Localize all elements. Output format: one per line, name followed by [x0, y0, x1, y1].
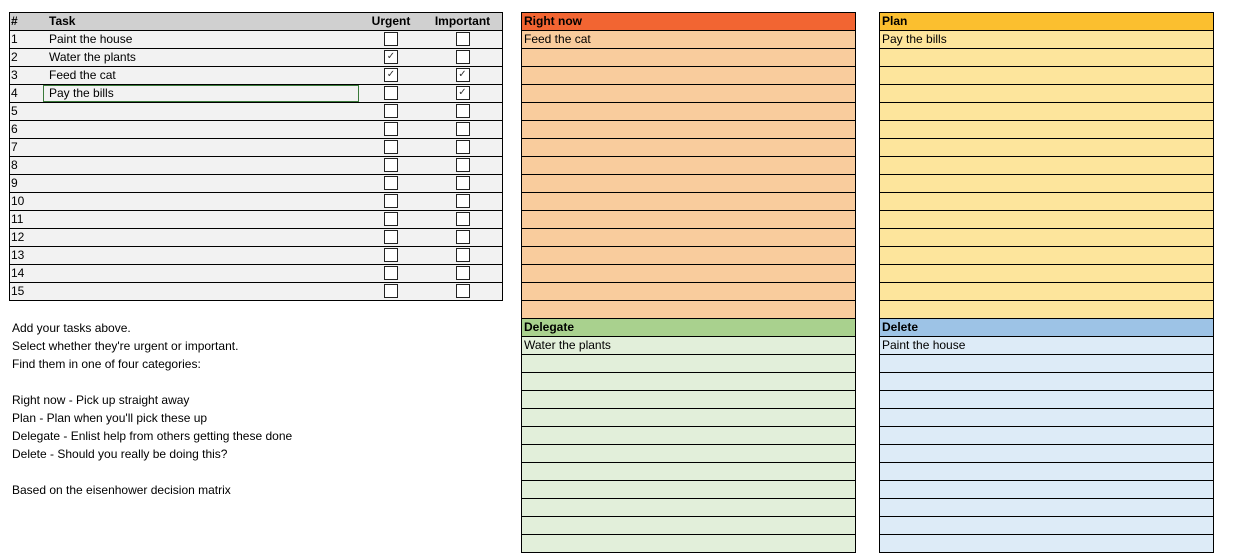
- task-number: 15: [10, 283, 44, 301]
- urgent-checkbox[interactable]: [384, 104, 398, 118]
- urgent-cell: [359, 121, 423, 139]
- important-checkbox[interactable]: [456, 284, 470, 298]
- urgent-checkbox[interactable]: [384, 284, 398, 298]
- quadrant-cell[interactable]: [522, 373, 856, 391]
- quadrant-cell[interactable]: [522, 139, 856, 157]
- important-cell: [423, 265, 503, 283]
- task-name-cell[interactable]: [43, 121, 359, 139]
- quadrant-row: [522, 265, 856, 283]
- urgent-cell: [359, 139, 423, 157]
- important-checkbox[interactable]: [456, 158, 470, 172]
- urgent-checkbox[interactable]: [384, 158, 398, 172]
- task-number: 3: [10, 67, 44, 85]
- task-row: [10, 265, 503, 283]
- quadrant-row: [880, 229, 1214, 247]
- task-number: 5: [10, 103, 44, 121]
- quadrant-cell[interactable]: [880, 355, 1214, 373]
- quadrant-row: [522, 337, 856, 355]
- task-row: [10, 31, 503, 49]
- important-cell: [423, 229, 503, 247]
- important-checkbox[interactable]: [456, 32, 470, 46]
- quadrant-row: [522, 499, 856, 517]
- urgent-checkbox[interactable]: ✓: [384, 68, 398, 82]
- urgent-checkbox[interactable]: [384, 230, 398, 244]
- urgent-checkbox[interactable]: [384, 266, 398, 280]
- important-cell: [423, 49, 503, 67]
- quadrant-row: [522, 31, 856, 49]
- urgent-cell: [359, 175, 423, 193]
- quadrant-cell[interactable]: [522, 499, 856, 517]
- task-name-cell[interactable]: [43, 283, 359, 301]
- instruction-line: Select whether they're urgent or important.: [12, 339, 239, 353]
- quadrant-row: [880, 463, 1214, 481]
- important-checkbox[interactable]: [456, 104, 470, 118]
- task-name-cell[interactable]: Pay the bills: [43, 85, 359, 103]
- urgent-cell: [359, 31, 423, 49]
- quadrant-cell[interactable]: [522, 157, 856, 175]
- quadrant-row: [880, 445, 1214, 463]
- task-row: [10, 211, 503, 229]
- instructions: [12, 319, 412, 499]
- task-number: 1: [10, 31, 44, 49]
- quadrant-cell[interactable]: [880, 301, 1214, 319]
- quadrant-row: [522, 391, 856, 409]
- task-row: [10, 175, 503, 193]
- task-name-cell[interactable]: [43, 139, 359, 157]
- task-name-cell[interactable]: [43, 157, 359, 175]
- quadrant-row: [522, 193, 856, 211]
- quadrant-cell[interactable]: [522, 211, 856, 229]
- urgent-checkbox[interactable]: [384, 194, 398, 208]
- quadrant-cell[interactable]: [880, 481, 1214, 499]
- urgent-checkbox[interactable]: [384, 140, 398, 154]
- quadrant-cell[interactable]: [522, 391, 856, 409]
- task-number: 12: [10, 229, 44, 247]
- quadrant-row: [522, 481, 856, 499]
- quadrant-cell[interactable]: [880, 229, 1214, 247]
- quadrant-cell[interactable]: [880, 121, 1214, 139]
- quadrant-cell[interactable]: [880, 211, 1214, 229]
- important-cell: [423, 139, 503, 157]
- quadrant-row: [522, 409, 856, 427]
- quadrant-row: [522, 445, 856, 463]
- quadrant-cell[interactable]: Paint the house: [880, 337, 1214, 355]
- quadrant-cell[interactable]: [522, 103, 856, 121]
- quadrant-cell[interactable]: [880, 427, 1214, 445]
- quadrant-row: [880, 139, 1214, 157]
- task-number: 2: [10, 49, 44, 67]
- task-row: [10, 103, 503, 121]
- important-checkbox[interactable]: [456, 230, 470, 244]
- quadrant-title: Delegate: [522, 319, 856, 337]
- quadrant-cell[interactable]: [880, 409, 1214, 427]
- quadrant-delegate: [521, 318, 856, 553]
- quadrant-row: [522, 283, 856, 301]
- task-number: 10: [10, 193, 44, 211]
- quadrant-cell[interactable]: [880, 265, 1214, 283]
- quadrant-row: [522, 49, 856, 67]
- quadrant-row: [880, 337, 1214, 355]
- important-cell: [423, 85, 503, 103]
- urgent-cell: [359, 85, 423, 103]
- task-row: [10, 229, 503, 247]
- header-number: #: [10, 13, 44, 31]
- quadrant-row: [880, 409, 1214, 427]
- quadrant-row: [522, 121, 856, 139]
- task-name-cell[interactable]: [43, 265, 359, 283]
- quadrant-cell[interactable]: [880, 85, 1214, 103]
- quadrant-row: [522, 67, 856, 85]
- quadrant-row: [522, 355, 856, 373]
- urgent-cell: [359, 157, 423, 175]
- urgent-cell: [359, 265, 423, 283]
- important-cell: [423, 67, 503, 85]
- quadrant-row: [880, 103, 1214, 121]
- task-name-cell[interactable]: [43, 229, 359, 247]
- quadrant-cell[interactable]: [522, 49, 856, 67]
- quadrant-cell[interactable]: [522, 355, 856, 373]
- quadrant-row: [522, 301, 856, 319]
- quadrant-row: [880, 391, 1214, 409]
- quadrant-row: [880, 121, 1214, 139]
- quadrant-row: [522, 103, 856, 121]
- quadrant-row: [880, 211, 1214, 229]
- quadrant-row: [880, 247, 1214, 265]
- quadrant-cell[interactable]: [522, 481, 856, 499]
- quadrant-cell[interactable]: [522, 265, 856, 283]
- quadrant-cell[interactable]: [880, 67, 1214, 85]
- urgent-checkbox[interactable]: [384, 32, 398, 46]
- quadrant-cell[interactable]: [522, 85, 856, 103]
- instruction-line: Delegate - Enlist help from others getting these done: [12, 429, 293, 443]
- quadrant-row: [880, 427, 1214, 445]
- quadrant-row: [522, 175, 856, 193]
- urgent-cell: [359, 211, 423, 229]
- important-cell: [423, 157, 503, 175]
- quadrant-cell[interactable]: [522, 301, 856, 319]
- quadrant-row: [522, 373, 856, 391]
- urgent-checkbox[interactable]: [384, 212, 398, 226]
- important-cell: [423, 121, 503, 139]
- quadrant-row: [880, 301, 1214, 319]
- header-urgent: Urgent: [359, 13, 423, 31]
- quadrant-cell[interactable]: [522, 283, 856, 301]
- task-name-cell[interactable]: [43, 103, 359, 121]
- quadrant-cell[interactable]: [522, 427, 856, 445]
- quadrant-row: [880, 355, 1214, 373]
- task-row: [10, 283, 503, 301]
- urgent-cell: [359, 67, 423, 85]
- quadrant-row: [522, 535, 856, 553]
- task-row: [10, 139, 503, 157]
- quadrant-title: Plan: [880, 13, 1214, 31]
- instruction-line: Right now - Pick up straight away: [12, 393, 190, 407]
- urgent-checkbox[interactable]: [384, 122, 398, 136]
- quadrant-cell[interactable]: [522, 409, 856, 427]
- task-row: [10, 193, 503, 211]
- important-cell: [423, 31, 503, 49]
- task-name-cell[interactable]: Paint the house: [43, 31, 359, 49]
- urgent-checkbox[interactable]: [384, 248, 398, 262]
- quadrant-cell[interactable]: [880, 517, 1214, 535]
- quadrant-cell[interactable]: [522, 535, 856, 553]
- task-number: 4: [10, 85, 44, 103]
- important-cell: [423, 193, 503, 211]
- quadrant-cell[interactable]: [880, 283, 1214, 301]
- quadrant-title: Delete: [880, 319, 1214, 337]
- task-number: 9: [10, 175, 44, 193]
- task-number: 8: [10, 157, 44, 175]
- important-cell: [423, 247, 503, 265]
- task-name-cell[interactable]: [43, 247, 359, 265]
- important-checkbox[interactable]: [456, 266, 470, 280]
- quadrant-cell[interactable]: [522, 445, 856, 463]
- task-number: 11: [10, 211, 44, 229]
- important-checkbox[interactable]: [456, 140, 470, 154]
- urgent-checkbox[interactable]: [384, 86, 398, 100]
- quadrant-cell[interactable]: [880, 373, 1214, 391]
- important-checkbox[interactable]: [456, 248, 470, 262]
- urgent-cell: [359, 103, 423, 121]
- urgent-cell: [359, 247, 423, 265]
- task-number: 13: [10, 247, 44, 265]
- task-name-cell[interactable]: Feed the cat: [43, 67, 359, 85]
- quadrant-cell[interactable]: [880, 193, 1214, 211]
- quadrant-row: [880, 481, 1214, 499]
- quadrant-cell[interactable]: [522, 193, 856, 211]
- task-name-cell[interactable]: Water the plants: [43, 49, 359, 67]
- quadrant-cell[interactable]: [880, 103, 1214, 121]
- quadrant-row: [880, 85, 1214, 103]
- quadrant-cell[interactable]: [522, 463, 856, 481]
- quadrant-cell[interactable]: [522, 121, 856, 139]
- quadrant-row: [522, 211, 856, 229]
- task-name-cell[interactable]: [43, 193, 359, 211]
- quadrant-row: [880, 157, 1214, 175]
- quadrant-row: [522, 229, 856, 247]
- important-checkbox[interactable]: ✓: [456, 86, 470, 100]
- quadrant-cell[interactable]: [880, 49, 1214, 67]
- urgent-cell: [359, 229, 423, 247]
- important-checkbox[interactable]: [456, 176, 470, 190]
- quadrant-row: [880, 373, 1214, 391]
- task-rows: [10, 31, 503, 301]
- important-checkbox[interactable]: ✓: [456, 68, 470, 82]
- quadrant-title: Right now: [522, 13, 856, 31]
- quadrant-cell[interactable]: [880, 391, 1214, 409]
- important-checkbox[interactable]: [456, 50, 470, 64]
- task-table-header: [10, 13, 503, 31]
- task-row: [10, 247, 503, 265]
- important-checkbox[interactable]: [456, 212, 470, 226]
- task-row: [10, 67, 503, 85]
- important-checkbox[interactable]: [456, 122, 470, 136]
- quadrant-cell[interactable]: [522, 67, 856, 85]
- quadrant-row: [522, 139, 856, 157]
- urgent-cell: [359, 283, 423, 301]
- quadrant-row: [522, 247, 856, 265]
- quadrant-cell[interactable]: [880, 247, 1214, 265]
- quadrant-right-now: [521, 12, 856, 319]
- instruction-line: Plan - Plan when you'll pick these up: [12, 411, 208, 425]
- quadrant-row: [880, 265, 1214, 283]
- important-checkbox[interactable]: [456, 194, 470, 208]
- task-row: [10, 157, 503, 175]
- important-cell: [423, 103, 503, 121]
- task-table: [9, 12, 503, 301]
- task-number: 14: [10, 265, 44, 283]
- quadrant-cell[interactable]: [880, 157, 1214, 175]
- task-number: 7: [10, 139, 44, 157]
- header-task: Task: [43, 13, 359, 31]
- quadrant-row: [522, 427, 856, 445]
- quadrant-row: [880, 193, 1214, 211]
- task-number: 6: [10, 121, 44, 139]
- quadrant-row: [522, 463, 856, 481]
- quadrant-delete: [879, 318, 1214, 553]
- task-row: [10, 121, 503, 139]
- quadrant-row: [522, 85, 856, 103]
- quadrant-cell[interactable]: [880, 499, 1214, 517]
- quadrant-row: [880, 283, 1214, 301]
- quadrant-cell[interactable]: [522, 247, 856, 265]
- important-cell: [423, 211, 503, 229]
- header-important: Important: [423, 13, 503, 31]
- quadrant-cell[interactable]: [522, 517, 856, 535]
- instruction-line: [12, 373, 412, 391]
- quadrant-row: [880, 31, 1214, 49]
- quadrant-cell[interactable]: [880, 139, 1214, 157]
- task-row: [10, 49, 503, 67]
- task-name-cell[interactable]: [43, 175, 359, 193]
- quadrant-cell[interactable]: [880, 175, 1214, 193]
- instruction-line: Find them in one of four categories:: [12, 357, 201, 371]
- instruction-line: Based on the eisenhower decision matrix: [12, 483, 231, 497]
- quadrant-cell[interactable]: Pay the bills: [880, 31, 1214, 49]
- quadrant-cell[interactable]: [880, 535, 1214, 553]
- quadrant-row: [522, 517, 856, 535]
- quadrant-cell[interactable]: [880, 463, 1214, 481]
- quadrant-row: [880, 67, 1214, 85]
- quadrant-cell[interactable]: Water the plants: [522, 337, 856, 355]
- quadrant-row: [522, 157, 856, 175]
- task-row: [10, 85, 503, 103]
- urgent-cell: [359, 49, 423, 67]
- quadrant-row: [880, 49, 1214, 67]
- quadrant-row: [880, 535, 1214, 553]
- instruction-line: Delete - Should you really be doing this?: [12, 447, 228, 461]
- quadrant-plan: [879, 12, 1214, 319]
- important-cell: [423, 283, 503, 301]
- quadrant-cell[interactable]: [522, 229, 856, 247]
- urgent-checkbox[interactable]: ✓: [384, 50, 398, 64]
- instruction-line: Add your tasks above.: [12, 321, 131, 335]
- task-name-cell[interactable]: [43, 211, 359, 229]
- quadrant-row: [880, 499, 1214, 517]
- quadrant-row: [880, 175, 1214, 193]
- quadrant-cell[interactable]: Feed the cat: [522, 31, 856, 49]
- quadrant-cell[interactable]: [880, 445, 1214, 463]
- quadrant-row: [880, 517, 1214, 535]
- urgent-cell: [359, 193, 423, 211]
- urgent-checkbox[interactable]: [384, 176, 398, 190]
- important-cell: [423, 175, 503, 193]
- quadrant-cell[interactable]: [522, 175, 856, 193]
- instruction-line: [12, 463, 412, 481]
